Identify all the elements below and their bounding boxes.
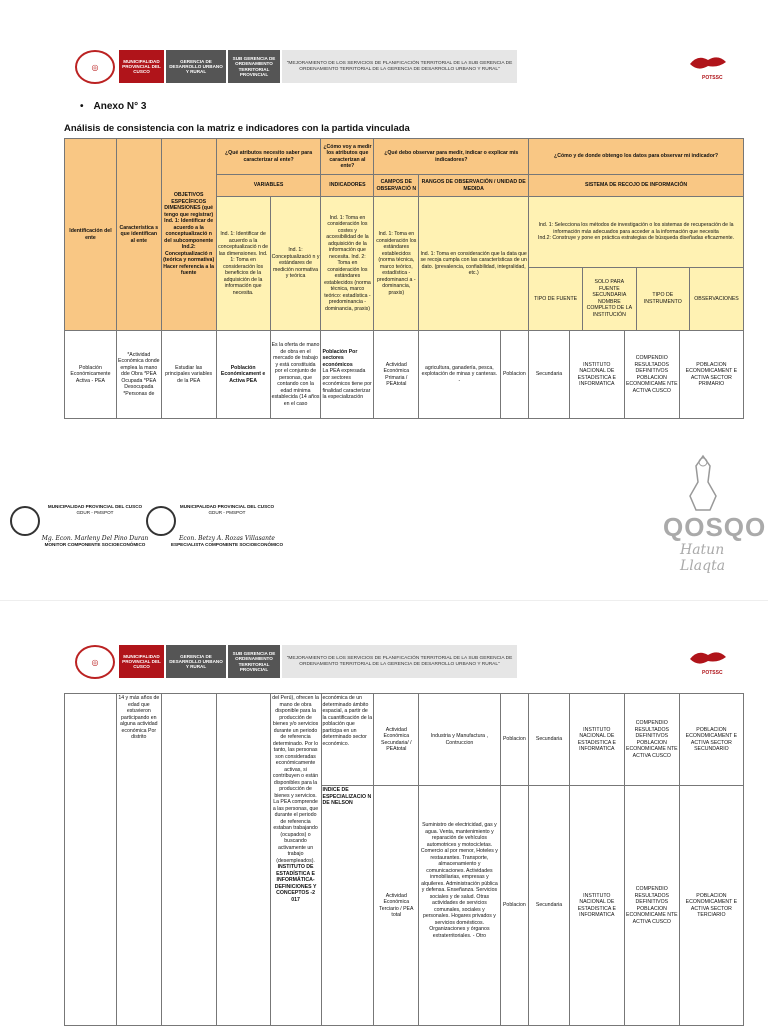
row1-instrumento: COMPENDIO RESULTADOS DEFINITIVOS POBLACION ECONOMICAME NTE ACTIVA CUSCO — [624, 331, 679, 419]
row2-instrumento: COMPENDIO RESULTADOS DEFINITIVOS POBLACION ECONOMICAME NTE ACTIVA CUSCO — [624, 694, 679, 786]
signature-block-2 — [162, 504, 292, 548]
p2-concepto-text: del Perú), ofrecen la mano de obra disponible para la producción de bienes y/o servicios durante un periodo de referencia determinado. Por lo tanto, las personas son consideradas económicamente activas, si contribuyen o están disponibles para la producción de bienes y servicios. La PEA comprende a las personas, que durante el periodo de referencia estaban trabajando (ocupados) o buscando activamente un trabajo (desempleados). — [272, 695, 319, 864]
row1-concepto: Es la oferta de mano de obra en el mercado de trabajo y está constituida por el conjunto de personas, que contando con la edad mínima establecida (14 años en el caso — [270, 331, 321, 419]
header-box-gerencia-2: GERENCIA DE DESARROLLO URBANO Y RURAL — [166, 645, 226, 678]
row2-campo: Actividad Económica Secundaria/ / PEAtotal — [374, 694, 419, 786]
potssc-logo-icon-2 — [688, 647, 728, 671]
p2-variable — [216, 694, 270, 1026]
row3-instrumento: COMPENDIO RESULTADOS DEFINITIVOS POBLACION ECONOMICAME NTE ACTIVA CUSCO — [624, 786, 679, 1026]
sig1-role: MONITOR COMPONENTE SOCIOECONÓMICO — [44, 542, 146, 548]
header-identificacion: Identificación del ente — [65, 139, 117, 331]
row1-indicador-bold: Población Por sectores económicos — [322, 348, 358, 368]
row3-observacion: POBLACION ECONOMICAMENT E ACTIVA SECTOR TERCIARIO — [679, 786, 743, 1026]
p2-ente — [65, 694, 117, 1026]
p2-concepto — [270, 694, 321, 1026]
sistema-text-2: Ind.2: Construye y pone en práctica estrategias de búsqueda diseñadas eficazmente. — [538, 235, 735, 241]
header-banner-2 — [75, 645, 517, 678]
row2-observacion: POBLACION ECONOMICAMENT E ACTIVA SECTOR SECUNDARIO — [679, 694, 743, 786]
header-banner — [75, 50, 517, 83]
row1-campo: Actividad Económica Primaria / PEAtotal — [374, 331, 419, 419]
var-ind1: Ind. 1: Identificar de acuerdo a la conceptualizació n de las dimensiones. Ind. 1: Toma en consideración los beneficios de la adquisición de la información que necesita. — [216, 197, 270, 331]
document-page-2 — [0, 600, 768, 1025]
header-variables: VARIABLES — [216, 175, 321, 197]
consistency-table-continued — [64, 693, 744, 1026]
qosqo-brand: QOSQO — [663, 512, 767, 542]
row2-unidad: Poblacion — [500, 694, 529, 786]
p2-indicador: económica de un determinado ámbito espacial, a partir de la cuantificación de la población que participa en un determinado sector económico. — [321, 694, 374, 786]
header-caracteristicas: Característica s que identifican al ente — [116, 139, 161, 331]
sig2-name: Econ. Betzy A. Rozas Villasante — [179, 535, 275, 542]
header-box-municipality: MUNICIPALIDAD PROVINCIAL DEL CUSCO — [119, 50, 164, 83]
sig1-org: MUNICIPALIDAD PROVINCIAL DEL CUSCO — [47, 504, 143, 509]
signature-block-1 — [30, 504, 160, 548]
row1-observacion: POBLACION ECONOMICAMENT E ACTIVA SECTOR PRIMARIO — [679, 331, 743, 419]
row3-rango: Suministro de electricidad, gas y agua. Venta, mantenimiento y reparación de vehículos automotrices y motocicletas. Comercio al por menor, Hoteles y restaurantes. Transporte, almacenamiento y comunicaciones. Actividades inmobiliarias, empresas y alquileres. Administración pública y defensa. Enseñanza. Servicios sociales y de salud. Otras actividades de servicios comunales, sociales y personales. Hogares privados y servicios domésticos. Organizaciones y órganos extraterritoriales. - Otro — [419, 786, 500, 1026]
row3-campo: Actividad Económica Terciario / PEA total — [374, 786, 419, 1026]
sig2-role: ESPECIALISTA COMPONENTE SOCIOECONÓMICO — [170, 542, 284, 548]
header-campos: CAMPOS DE OBSERVACIÓ N — [374, 175, 419, 197]
sig1-name: Mg. Econ. Marleny Del Pino Duran — [41, 535, 149, 542]
row1-institucion: INSTITUTO NACIONAL DE ESTADISTICA E INFORMATICA — [569, 331, 624, 419]
annex-heading — [80, 101, 146, 112]
row1-variable: Población Económicament e Activa PEA — [216, 331, 270, 419]
campos-text: Ind. 1: Toma en consideración los estándares establecidos (norma técnica, marco teórico, estadística - predominanci a - dominancia, praxis) — [374, 197, 419, 331]
header-indicadores: INDICADORES — [321, 175, 374, 197]
row1-caracteristicas: *Actividad Económica donde emplea la mano dde Obra *PEA Ocupada *PEA Desocupada *Personas de — [116, 331, 161, 419]
header-objetivos: OBJETIVOS ESPECÍFICOS DIMENSIONES (qué tengo que registrar) Ind. 1: Identificar de acuerdo a la conceptualizació n del subcomponente Ind.2: Conceptualizació n (teórica y normativa) Hacer referencia a la fuente — [161, 139, 216, 331]
header-solo-para: SOLO PARA FUENTE SECUNDARIA NOMBRE COMPLETO DE LA INSTITUCIÓN — [583, 267, 636, 330]
row2-tipo-fuente: Secundaria — [529, 694, 570, 786]
row1-ente: Población Económicamente Activa - PEA — [65, 331, 117, 419]
sistema-cell — [529, 197, 744, 331]
header-box-subgerencia: SUB GERENCIA DE ORDENAMIENTO TERRITORIAL PROVINCIAL — [228, 50, 280, 83]
municipality-seal-icon-2: ◎ — [75, 645, 115, 679]
header-q-donde: ¿Cómo y de donde obtengo los datos para observar mi indicador? — [529, 139, 744, 175]
header-box-project: "MEJORAMIENTO DE LOS SERVICIOS DE PLANIFICACIÓN TERRITORIAL DE LA SUB GERENCIA DE ORDENAMIENTO TERRITORIAL DE LA GERENCIA DE DESARROLLO URBANO Y RURAL" — [282, 50, 517, 83]
row2-institucion: INSTITUTO NACIONAL DE ESTADISTICA E INFORMATICA — [569, 694, 624, 786]
qosqo-tagline: Hatun Llaqta — [680, 542, 726, 574]
row3-tipo-fuente: Secundaria — [529, 786, 570, 1026]
header-rangos: RANGOS DE OBSERVACIÓN / UNIDAD DE MEDIDA — [419, 175, 529, 197]
potssc-logo-text: POTSSC — [702, 75, 723, 81]
row1-unidad: Poblacion — [500, 331, 529, 419]
sig2-org: MUNICIPALIDAD PROVINCIAL DEL CUSCO — [179, 504, 275, 509]
header-box-subgerencia-2: SUB GERENCIA DE ORDENAMIENTO TERRITORIAL PROVINCIAL — [228, 645, 280, 678]
sistema-text — [529, 197, 743, 267]
row1-indicador — [321, 331, 374, 419]
row1-indicador-text: La PEA expresada por sectores económicos tiene por finalidad caracterizar la especialización — [322, 368, 372, 400]
page-title: Análisis de consistencia con la matriz e indicadores con la partida vinculada — [64, 123, 410, 134]
p2-indicador-2: INDICE DE ESPECIALIZACIO N DE NELSON — [321, 786, 374, 1026]
municipality-seal-icon: ◎ — [75, 50, 115, 84]
row3-unidad: Poblacion — [500, 786, 529, 1026]
header-tipo-instrumento: TIPO DE INSTRUMENTO — [636, 267, 689, 330]
header-sistema: SISTEMA DE RECOJO DE INFORMACIÓN — [529, 175, 744, 197]
var-ind2: Ind. 1: Conceptualizació n y estándares de medición normativa y teórica — [270, 197, 321, 331]
p2-concepto-bold: INSTITUTO DE ESTADÍSTICA E INFORMÁTICA- DEFINICIONES Y CONCEPTOS -2 017 — [274, 864, 317, 903]
p2-objetivo — [161, 694, 216, 1026]
potssc-logo-text-2: POTSSC — [702, 670, 723, 676]
sistema-text-1: Ind. 1: Selecciona los métodos de investigación o los sistemas de recuperación de la información más adecuados para acceder a la información que necesita — [538, 222, 734, 235]
row1-tipo-fuente: Secundaria — [529, 331, 570, 419]
header-q-observar: ¿Qué debo observar para medir, indicar o explicar mis indicadores? — [374, 139, 529, 175]
sig1-sub: GDUR - PMSPOT — [76, 509, 114, 515]
annex-bullet: • — [80, 101, 84, 112]
header-box-municipality-2: MUNICIPALIDAD PROVINCIAL DEL CUSCO — [119, 645, 164, 678]
header-box-gerencia: GERENCIA DE DESARROLLO URBANO Y RURAL — [166, 50, 226, 83]
annex-label: Anexo N° 3 — [93, 101, 147, 112]
row3-institucion: INSTITUTO NACIONAL DE ESTADISTICA E INFORMATICA — [569, 786, 624, 1026]
rangos-text: Ind. 1: Toma en consideración que la data que se recoja cumpla con las características de un dato. (prevalencia, confiabilidad, integralidad, etc.) — [419, 197, 529, 331]
header-q-atributos: ¿Qué atributos necesito saber para caracterizar al ente? — [216, 139, 321, 175]
header-tipo-fuente: TIPO DE FUENTE — [529, 267, 582, 330]
row2-rango: Industria y Manufactura , Contruccion — [419, 694, 500, 786]
sig2-sub: GDUR - PMSPOT — [208, 509, 246, 515]
indicadores-text: Ind. 1: Toma en consideración los costes y accesibilidad de la adquisición de la información que necesita. Ind. 2: Toma en consideración los estándares establecidos (norma técnica, marco teórico: estadística - predominancia - dominancia, praxis) — [321, 197, 374, 331]
header-observaciones: OBSERVACIONES — [694, 295, 739, 302]
header-q-como: ¿Cómo voy a medir los atributos que caracterizan al ente? — [321, 139, 374, 175]
row1-objetivo: Estudiar las principales variables de la PEA — [161, 331, 216, 419]
potssc-logo-icon — [688, 52, 728, 76]
header-box-project-2: "MEJORAMIENTO DE LOS SERVICIOS DE PLANIFICACIÓN TERRITORIAL DE LA SUB GERENCIA DE ORDENAMIENTO TERRITORIAL DE LA GERENCIA DE DESARROLLO URBANO Y RURAL" — [282, 645, 517, 678]
inca-figure-icon — [680, 452, 726, 512]
consistency-table — [64, 138, 744, 419]
p2-caracteristicas: 14 y más años de edad que estuvieron participando en alguna actividad económica Por distrito — [116, 694, 161, 1026]
row1-rango: agricultura, ganadería, pesca, explotación de minas y canteras. - — [419, 331, 500, 419]
